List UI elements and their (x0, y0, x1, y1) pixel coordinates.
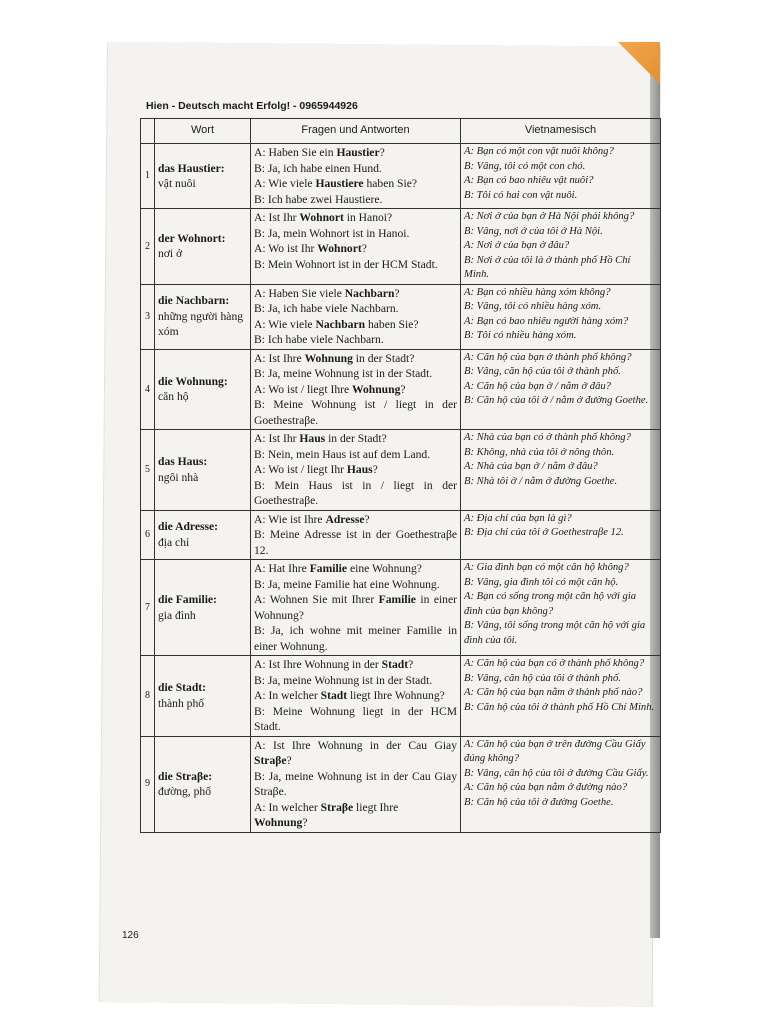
word-cell (155, 510, 251, 560)
keyword: Haus (346, 463, 373, 476)
table-row (141, 284, 661, 349)
keyword: Nachbarn (315, 317, 366, 331)
header-wort: Wort (155, 119, 251, 144)
dialogue-line (254, 623, 457, 654)
translation-line: A: Nơi ở của bạn ở đâu? (464, 240, 570, 251)
dialogue-line (254, 382, 457, 398)
table-row (141, 736, 661, 832)
header-fragen-und-antworten: Fragen und Antworten (251, 119, 461, 144)
table-row (141, 349, 661, 430)
row-number: 5 (141, 430, 155, 511)
german-word: die Familie: (158, 593, 217, 606)
dialogue-text: A: Ist Ihre Wohnung in der Cau Giay (254, 738, 457, 752)
translation-line: B: Không, nhà của tôi ở nông thôn. (464, 446, 615, 458)
table-body (141, 144, 661, 833)
dialogue-text: liegt Ihre (353, 800, 399, 814)
dialogue-line (254, 512, 457, 528)
translation-line: B: Tôi có nhiều hàng xóm. (464, 330, 577, 341)
translation-line: B: Vâng, căn hộ của tôi ở đường Cầu Giấy. (464, 767, 649, 779)
dialogue-line (254, 176, 457, 192)
vietnamese-meaning: vật nuôi (158, 177, 196, 190)
row-number: 7 (141, 560, 155, 656)
translation-line: A: Căn hộ của bạn ở thành phố không? (464, 351, 632, 363)
dialogue-text: A: In welcher (254, 689, 321, 702)
translation-line: B: Tôi có hai con vật nuôi. (464, 189, 578, 201)
dialogue-line (254, 257, 457, 273)
dialogue-text: A: Ist Ihre Wohnung in der (254, 658, 382, 671)
dialogue-text: B: Ja, mein Wohnort ist in Hanoi. (254, 226, 410, 240)
vietnamese-translation-cell (461, 284, 661, 349)
german-word: die Straβe: (158, 769, 213, 783)
row-number: 4 (141, 349, 155, 430)
vietnamese-meaning: đường, phố (158, 785, 211, 798)
dialogue-text: A: Haben Sie ein (254, 146, 337, 159)
row-number: 1 (141, 144, 155, 209)
vietnamese-translation-cell (461, 560, 661, 656)
keyword: Haus (299, 432, 326, 445)
dialogue-text: B: Ja, ich habe einen Hund. (254, 161, 382, 175)
table-row (141, 209, 661, 285)
questions-answers-cell (251, 209, 461, 285)
dialogue-text: ? (394, 286, 400, 300)
vietnamese-meaning: địa chỉ (158, 535, 190, 549)
header-vietnamesisch: Vietnamesisch (461, 119, 661, 144)
translation-line: A: Căn hộ của bạn nằm ở đường nào? (464, 782, 628, 793)
dialogue-line (254, 332, 457, 348)
keyword: Wohnung (254, 816, 303, 829)
translation-line: A: Căn hộ của bạn có ở thành phố không? (464, 658, 645, 669)
dialogue-text: ? (400, 382, 406, 396)
keyword: Wohnort (317, 242, 362, 255)
keyword: Wohnort (299, 211, 344, 224)
questions-answers-cell (251, 510, 461, 560)
dialogue-line (254, 397, 457, 428)
table-row (141, 430, 661, 511)
dialogue-line (254, 527, 457, 558)
dialogue-text: ? (302, 816, 308, 829)
word-cell (155, 144, 251, 209)
dialogue-line (254, 241, 457, 257)
word-cell (155, 560, 251, 656)
table-row (141, 144, 661, 209)
dialogue-text: A: Haben Sie viele (254, 286, 345, 300)
dialogue-text: B: Ja, meine Wohnung ist in der Stadt. (254, 673, 433, 687)
dialogue-text: B: Ich habe viele Nachbarn. (254, 333, 384, 346)
row-number: 6 (141, 510, 155, 560)
keyword: Familie (309, 562, 348, 575)
dialogue-text: A: Wo ist / liegt Ihr (254, 463, 347, 476)
dialogue-line (254, 301, 457, 317)
word-cell (155, 736, 251, 832)
translation-line: B: Vâng, nơi ở của tôi ở Hà Nội. (464, 225, 603, 237)
page-header: Hien - Deutsch macht Erfolg! - 0965944926 (146, 100, 358, 112)
translation-line: B: Địa chỉ của tôi ở Goethestraβe 12. (464, 527, 624, 538)
dialogue-text: in einer Wohnung? (254, 593, 457, 622)
german-word: das Haustier: (158, 161, 225, 175)
german-word: die Nachbarn: (158, 294, 230, 308)
questions-answers-cell (251, 349, 461, 430)
dialogue-text: B: Mein Wohnort ist in der HCM Stadt. (254, 257, 438, 271)
keyword: Straβe (320, 800, 354, 814)
vietnamese-translation-cell (461, 144, 661, 209)
questions-answers-cell (251, 736, 461, 832)
dialogue-line (254, 800, 457, 816)
translation-line: B: Căn hộ của tôi ở thành phố Hồ Chí Minh. (464, 701, 655, 713)
translation-line: B: Vâng, căn hộ của tôi ở thành phố. (464, 672, 621, 684)
dialogue-line (254, 478, 457, 509)
word-cell (155, 349, 251, 430)
vietnamese-translation-cell (461, 510, 661, 560)
keyword: Haustiere (315, 177, 364, 190)
questions-answers-cell (251, 430, 461, 511)
dialogue-text: A: Ist Ihr (254, 211, 300, 224)
word-cell (155, 209, 251, 285)
dialogue-text: B: Ja, ich wohne mit meiner Familie in einer Wohnung. (254, 624, 457, 653)
vietnamese-meaning: gia đình (158, 608, 196, 622)
dialogue-line (254, 738, 457, 769)
dialogue-text: ? (286, 754, 292, 767)
dialogue-text: B: Meine Wohnung liegt in der HCM Stadt. (254, 704, 457, 733)
dialogue-line (254, 561, 457, 577)
vietnamese-meaning: nơi ở (158, 247, 183, 261)
translation-line: B: Vâng, gia đình tôi có một căn hộ. (464, 576, 619, 588)
dialogue-line (254, 286, 457, 302)
dialogue-text: B: Ich habe zwei Haustiere. (254, 192, 383, 206)
translation-line: B: Căn hộ của tôi ở đường Goethe. (464, 796, 614, 808)
keyword: Stadt (381, 658, 409, 671)
translation-line: B: Nơi ở của tôi là ở thành phố Hồ Chí Minh. (464, 254, 631, 280)
german-word: die Stadt: (158, 681, 206, 695)
german-word: der Wohnort: (158, 231, 226, 245)
row-number: 9 (141, 736, 155, 832)
keyword: Stadt (320, 689, 348, 702)
dialogue-text: ? (372, 463, 378, 476)
translation-line: B: Vâng, căn hộ của tôi ở thành phố. (464, 366, 621, 377)
dialogue-line (254, 192, 457, 208)
translation-line: A: Bạn có sống trong một căn hộ với gia đình của bạn không? (464, 591, 637, 617)
translation-line: A: Nhà của bạn ở / nằm ở đâu? (464, 461, 598, 472)
questions-answers-cell (251, 284, 461, 349)
dialogue-text: in Hanoi? (343, 211, 393, 224)
vietnamese-meaning: ngôi nhà (158, 470, 199, 484)
keyword: Familie (378, 593, 416, 606)
dialogue-text: B: Ja, meine Familie hat eine Wohnung. (254, 577, 440, 591)
translation-line: A: Bạn có nhiều hàng xóm không? (464, 286, 611, 298)
dialogue-text: A: In welcher (254, 800, 321, 814)
dialogue-text: A: Wie ist Ihre (254, 512, 326, 526)
translation-line: A: Địa chỉ của bạn là gì? (464, 512, 572, 524)
dialogue-line (254, 657, 457, 673)
word-cell (155, 284, 251, 349)
translation-line: A: Căn hộ của bạn ở / nằm ở đâu? (464, 380, 611, 392)
dialogue-line (254, 577, 457, 593)
dialogue-text: B: Nein, mein Haus ist auf dem Land. (254, 447, 431, 461)
dialogue-text: liegt Ihre Wohnung? (347, 689, 445, 702)
keyword: Wohnung (352, 382, 401, 396)
vocabulary-table (140, 118, 661, 833)
dialogue-text: B: Meine Wohnung ist / liegt in der Goethestraβe. (254, 398, 457, 427)
keyword: Adresse (325, 512, 365, 526)
dialogue-text: haben Sie? (365, 317, 419, 331)
dialogue-line (254, 688, 457, 704)
page-number: 126 (122, 930, 139, 941)
vietnamese-translation-cell (461, 349, 661, 430)
translation-line: A: Bạn có bao nhiêu người hàng xóm? (464, 315, 629, 327)
translation-line: B: Vâng, tôi có một con chó. (464, 160, 586, 172)
dialogue-line (254, 462, 457, 478)
table-row (141, 510, 661, 560)
row-number: 3 (141, 284, 155, 349)
dialogue-line (254, 673, 457, 689)
dialogue-line (254, 704, 457, 735)
questions-answers-cell (251, 656, 461, 737)
header-number (141, 119, 155, 144)
vietnamese-translation-cell (461, 430, 661, 511)
questions-answers-cell (251, 144, 461, 209)
questions-answers-cell (251, 560, 461, 656)
word-cell (155, 430, 251, 511)
dialogue-line (254, 145, 457, 161)
dialogue-text: B: Meine Adresse ist in der Goethestraβe 12. (254, 528, 457, 557)
keyword: Wohnung (304, 351, 353, 365)
word-cell (155, 656, 251, 737)
dialogue-text: A: Ist Ihr (254, 432, 300, 445)
vietnamese-translation-cell (461, 656, 661, 737)
dialogue-text: B: Ja, meine Wohnung ist in der Stadt. (254, 367, 433, 380)
keyword: Haustier (336, 146, 380, 159)
dialogue-text: A: Ist Ihre (254, 351, 305, 365)
keyword: Straβe (254, 754, 287, 767)
dialogue-text: eine Wohnung? (347, 562, 422, 575)
german-word: das Haus: (158, 455, 208, 469)
row-number: 2 (141, 209, 155, 285)
table-header-row (141, 119, 661, 144)
dialogue-line (254, 226, 457, 242)
translation-line: B: Vâng, tôi sống trong một căn hộ với gia đình của tôi. (464, 620, 646, 646)
vietnamese-translation-cell (461, 209, 661, 285)
dialogue-line (254, 815, 457, 831)
table-row (141, 656, 661, 737)
row-number: 8 (141, 656, 155, 737)
dialogue-text: B: Mein Haus ist in / liegt in der Goethestraβe. (254, 478, 457, 507)
dialogue-line (254, 351, 457, 367)
dialogue-line (254, 447, 457, 463)
dialogue-text: A: Hat Ihre (254, 562, 310, 575)
dialogue-text: in der Stadt? (325, 432, 387, 445)
dialogue-line (254, 161, 457, 177)
dialogue-text: B: Ja, meine Wohnung ist in der Cau Giay Straβe. (254, 769, 457, 798)
translation-line: A: Căn hộ của bạn nằm ở thành phố nào? (464, 687, 643, 698)
dialogue-line (254, 592, 457, 623)
translation-line: A: Gia đình bạn có một căn hộ không? (464, 562, 629, 573)
table-row (141, 560, 661, 656)
dialogue-text: A: Wie viele (254, 317, 316, 331)
translation-line: B: Nhà tôi ở / nằm ở đường Goethe. (464, 475, 618, 487)
dialogue-line (254, 769, 457, 800)
translation-line: A: Bạn có một con vật nuôi không? (464, 146, 614, 157)
dialogue-text: in der Stadt? (352, 351, 415, 365)
dialogue-text: A: Wo ist Ihr (254, 242, 318, 255)
vietnamese-meaning: căn hộ (158, 390, 189, 404)
dialogue-line (254, 210, 457, 226)
dialogue-text: ? (364, 512, 370, 526)
dialogue-line (254, 317, 457, 333)
german-word: die Adresse: (158, 520, 219, 534)
dialogue-text: A: Wie viele (254, 177, 316, 190)
translation-line: A: Căn hộ của bạn ở trên đường Cầu Giấy đúng không? (464, 738, 646, 764)
dialogue-text: haben Sie? (363, 177, 418, 190)
vietnamese-meaning: những người hàng xóm (158, 309, 244, 339)
dialogue-text: B: Ja, ich habe viele Nachbarn. (254, 302, 399, 315)
dialogue-text: A: Wohnen Sie mit Ihrer (254, 593, 379, 606)
dialogue-text: ? (379, 146, 385, 159)
vietnamese-translation-cell (461, 736, 661, 832)
keyword: Nachbarn (344, 286, 395, 300)
dialogue-line (254, 366, 457, 382)
translation-line: A: Nhà của bạn có ở thành phố không? (464, 432, 631, 443)
german-word: die Wohnung: (158, 374, 228, 388)
translation-line: B: Căn hộ của tôi ở / nằm ở đường Goethe. (464, 395, 649, 406)
dialogue-text: ? (361, 242, 367, 255)
dialogue-text: A: Wo ist / liegt Ihre (254, 382, 353, 396)
translation-line: B: Vâng, tôi có nhiều hàng xóm. (464, 301, 602, 312)
dialogue-text: ? (408, 658, 414, 671)
translation-line: A: Bạn có bao nhiêu vật nuôi? (464, 175, 594, 186)
vietnamese-meaning: thành phố (158, 696, 205, 710)
dialogue-line (254, 431, 457, 447)
translation-line: A: Nơi ở của bạn ở Hà Nội phải không? (464, 211, 635, 222)
